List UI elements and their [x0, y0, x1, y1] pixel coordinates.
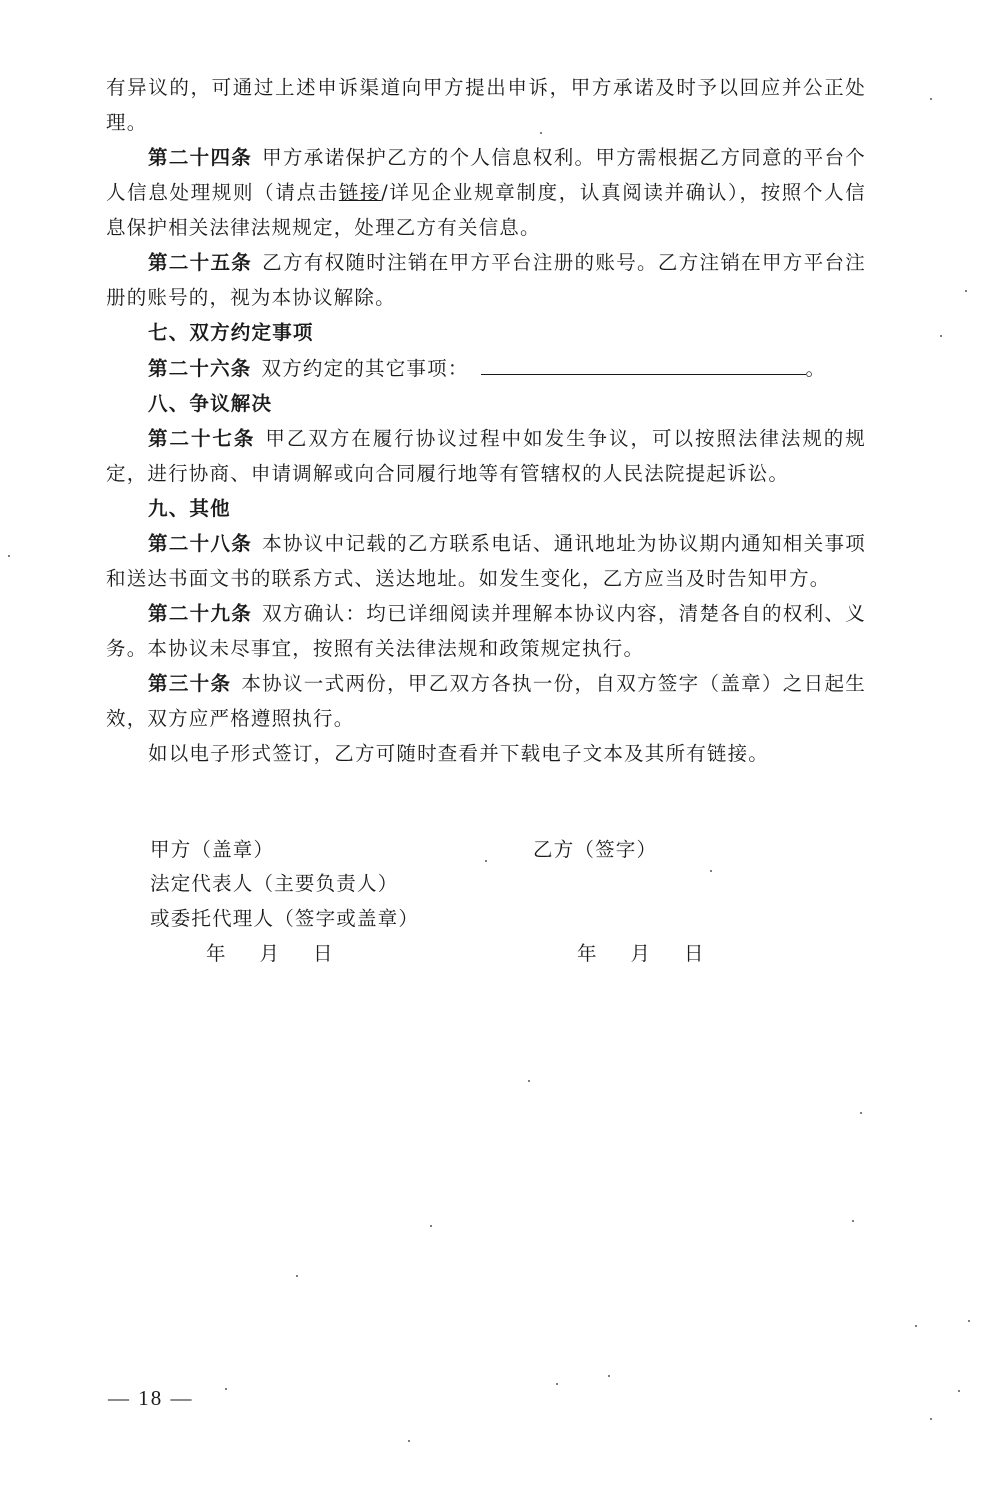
article-end-mark: 。 [805, 357, 827, 380]
article-title: 第二十九条 [148, 602, 253, 625]
paragraph-text: 有异议的，可通过上述申诉渠道向甲方提出申诉，甲方承诺及时予以回应并公正处理。 [106, 76, 866, 134]
party-b-date [577, 938, 738, 966]
article-text: 甲乙双方在履行协议过程中如发生争议，可以按照法律法规的规定，进行协商、申请调解或向合同履行地等有管辖权的人民法院提起诉讼。 [106, 427, 866, 485]
month-label: 月 [259, 942, 280, 965]
article-text: 双方确认：均已详细阅读并理解本协议内容，清楚各自的权利、义务。本协议未尽事宜，按照有关法律法规和政策规定执行。 [106, 602, 866, 660]
scan-speck [408, 1440, 410, 1442]
month-label: 月 [630, 942, 651, 965]
scan-speck [608, 1375, 610, 1377]
scan-speck [225, 1388, 227, 1390]
scan-speck [860, 1112, 862, 1114]
scan-speck [940, 335, 942, 337]
authorized-agent-label: 或委托代理人（签字或盖章） [150, 907, 420, 930]
article-text: 本协议一式两份，甲乙双方各执一份，自双方签字（盖章）之日起生效，双方应严格遵照执行。 [106, 672, 866, 730]
scan-speck [8, 555, 10, 557]
article-text: 双方约定的其它事项： [261, 357, 469, 380]
article-title: 第二十六条 [148, 357, 252, 380]
year-label: 年 [206, 942, 226, 965]
scan-speck [930, 98, 932, 100]
article-30 [106, 666, 866, 736]
scan-speck [540, 132, 542, 134]
section-heading-7: 七、双方约定事项 [148, 321, 314, 344]
other-matters-blank-line[interactable] [481, 350, 806, 375]
electronic-signing-note [106, 736, 866, 771]
article-24 [106, 140, 866, 245]
scan-speck [528, 1080, 530, 1082]
agreement-body [106, 70, 866, 771]
article-28 [106, 526, 866, 596]
article-text: 乙方有权随时注销在甲方平台注册的账号。乙方注销在甲方平台注册的账号的，视为本协议解除。 [106, 251, 866, 309]
article-title: 第二十四条 [148, 146, 253, 169]
scan-speck [852, 1220, 854, 1222]
scan-speck [930, 1418, 932, 1420]
scan-speck [968, 1320, 970, 1322]
paragraph-text: 如以电子形式签订，乙方可随时查看并下载电子文本及其所有链接。 [148, 742, 770, 765]
scan-speck [710, 870, 712, 872]
page-number: — 18 — [108, 1386, 194, 1410]
scan-speck [958, 1390, 960, 1392]
article-title: 第二十七条 [148, 427, 256, 450]
article-text: 本协议中记载的乙方联系电话、通讯地址为协议期内通知相关事项和送达书面文书的联系方式、送达地址。如发生变化，乙方应当及时告知甲方。 [106, 532, 866, 590]
party-b-signature-label: 乙方（签字） [533, 838, 658, 861]
party-a-date [206, 938, 367, 966]
scan-speck [965, 290, 967, 292]
article-25 [106, 245, 866, 315]
scan-speck [915, 1325, 917, 1327]
article-title: 第二十五条 [148, 251, 253, 274]
article-text: 甲方承诺保护乙方的个人信息权利。甲方需根据乙方同意的平台个人信息处理规则（请点击 [106, 146, 866, 204]
scan-speck [430, 1225, 432, 1227]
paragraph-complaint-continuation [106, 70, 866, 140]
party-a-seal-label: 甲方（盖章） [150, 838, 275, 861]
year-label: 年 [577, 942, 597, 965]
section-heading-8: 八、争议解决 [148, 392, 273, 415]
section-heading-9: 九、其他 [148, 497, 231, 520]
scan-speck [296, 1275, 298, 1277]
article-text: /详见企业规章制度，认真阅读并确认），按照个人信息保护相关法律法规规定，处理乙方有关信息。 [106, 181, 867, 239]
day-label: 日 [313, 942, 333, 965]
article-title: 第三十条 [148, 672, 232, 695]
article-title: 第二十八条 [148, 532, 253, 555]
scan-speck [485, 860, 487, 862]
scan-speck [556, 1383, 558, 1385]
article-26 [106, 350, 866, 386]
day-label: 日 [684, 942, 704, 965]
legal-representative-label: 法定代表人（主要负责人） [150, 872, 399, 895]
article-27 [106, 421, 866, 491]
privacy-rules-link[interactable]: 链接 [338, 181, 382, 204]
article-29 [106, 596, 866, 666]
